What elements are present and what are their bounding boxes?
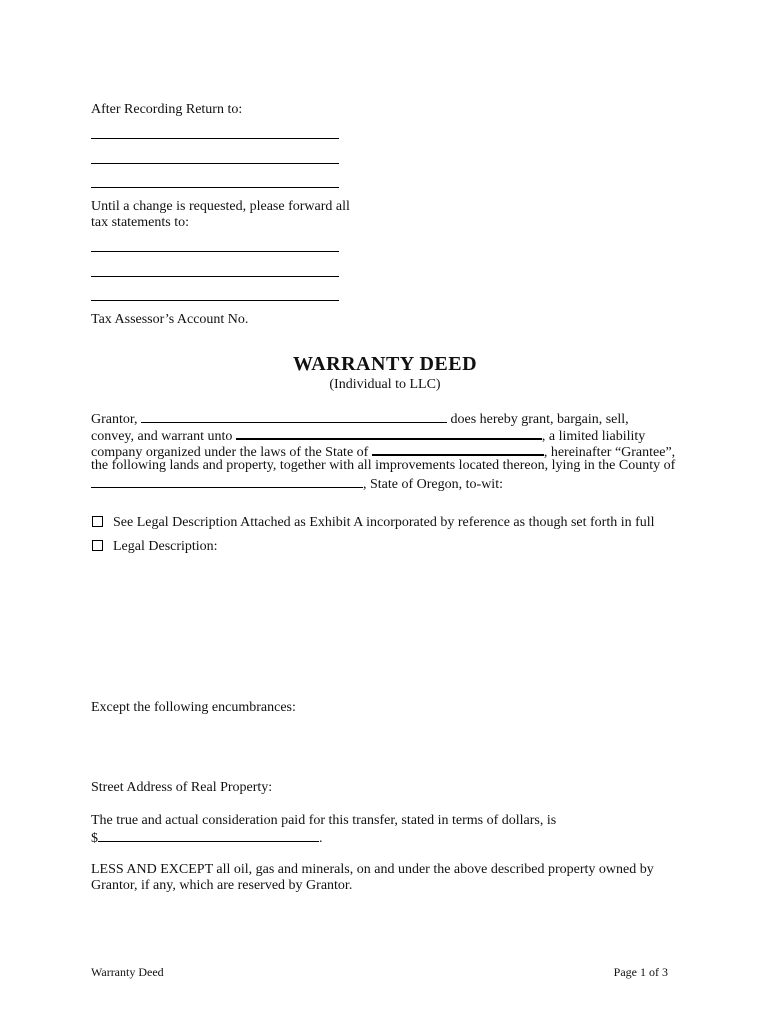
- grantor-name-blank[interactable]: [141, 410, 447, 423]
- consideration-period: .: [319, 831, 323, 846]
- company-prefix: company organized under the laws of the State of: [91, 445, 369, 460]
- page-subtitle: (Individual to LLC): [329, 377, 441, 392]
- county-line: [91, 475, 503, 493]
- footer-page-number: Page 1 of 3: [613, 965, 668, 979]
- tax-statements-label-line1: Until a change is requested, please forward all: [91, 199, 350, 214]
- exhibit-a-label: See Legal Description Attached as Exhibit A incorporated by reference as though set forth in full: [113, 515, 655, 530]
- less-except-line-2: Grantor, if any, which are reserved by Grantor.: [91, 878, 353, 893]
- convey-suffix: , a limited liability: [541, 429, 646, 444]
- grantor-suffix: does hereby grant, bargain, sell,: [450, 412, 629, 427]
- lands-line: the following lands and property, together with all improvements located thereon, lying in the County of: [91, 458, 676, 473]
- consideration-amount-blank[interactable]: [98, 829, 319, 842]
- company-suffix: , hereinafter “Grantee”,: [543, 445, 676, 460]
- legal-description-checkbox[interactable]: [92, 540, 103, 551]
- consideration-line: The true and actual consideration paid for this transfer, stated in terms of dollars, is: [91, 813, 557, 828]
- return-to-line-3[interactable]: [91, 187, 339, 188]
- grantor-prefix: Grantor,: [91, 412, 138, 427]
- less-except-line-1: LESS AND EXCEPT all oil, gas and minerals, on and under the above described property owned by: [91, 862, 654, 877]
- return-to-line-2[interactable]: [91, 163, 339, 164]
- tax-assessor-label: Tax Assessor’s Account No.: [91, 312, 249, 327]
- tax-to-line-2[interactable]: [91, 276, 339, 277]
- state-blank[interactable]: [372, 442, 544, 456]
- convey-prefix: convey, and warrant unto: [91, 429, 233, 444]
- street-address-label: Street Address of Real Property:: [91, 780, 273, 795]
- tax-to-line-3[interactable]: [91, 300, 339, 301]
- consideration-amount-line: [91, 829, 323, 847]
- legal-description-label: Legal Description:: [113, 539, 218, 554]
- grantee-name-blank[interactable]: [236, 426, 542, 440]
- exhibit-a-checkbox[interactable]: [92, 516, 103, 527]
- encumbrances-label: Except the following encumbrances:: [91, 700, 296, 715]
- county-blank[interactable]: [91, 475, 363, 488]
- tax-statements-label-line2: tax statements to:: [91, 215, 189, 230]
- tax-to-line-1[interactable]: [91, 251, 339, 252]
- after-recording-label: After Recording Return to:: [91, 102, 243, 117]
- footer-document-name: Warranty Deed: [91, 965, 164, 979]
- return-to-line-1[interactable]: [91, 138, 339, 139]
- county-suffix: , State of Oregon, to-wit:: [363, 477, 503, 492]
- page-title: WARRANTY DEED: [292, 353, 478, 375]
- dollar-sign: $: [91, 831, 98, 846]
